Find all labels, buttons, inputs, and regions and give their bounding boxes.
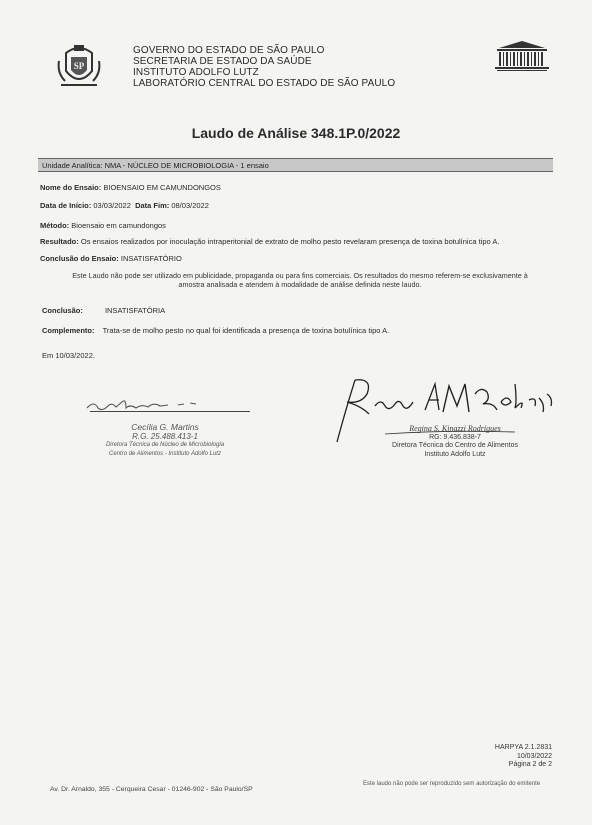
assay-name-value: BIOENSAIO EM CAMUNDONGOS xyxy=(103,183,221,192)
dates-row xyxy=(40,201,209,210)
method-label: Método: xyxy=(40,221,70,230)
end-date-value: 08/03/2022 xyxy=(171,201,209,210)
institution-header xyxy=(133,45,395,89)
footer-system-info xyxy=(460,744,552,770)
complement-value: Trata-se de molho pesto no qual foi identificada a presença de toxina botulínica tipo A. xyxy=(102,326,390,335)
assay-conclusion-value: INSATISFATÓRIO xyxy=(120,254,182,263)
analytical-unit-bar xyxy=(38,158,553,172)
footer-system-version: HARPYA 2.1.2831 xyxy=(494,744,552,751)
complement-row xyxy=(42,326,389,335)
conclusion-label: Conclusão: xyxy=(42,306,83,315)
assay-name-label: Nome do Ensaio: xyxy=(40,183,102,192)
issue-date-line: Em 10/03/2022. xyxy=(42,351,95,360)
right-signatory-role: Diretora Técnica do Centro de Alimentos xyxy=(392,442,518,449)
usage-disclaimer xyxy=(60,271,540,289)
left-signatory-name: Cecília G. Martins xyxy=(131,422,199,432)
state-crest-icon xyxy=(57,43,101,89)
disclaimer-line-1: Este Laudo não pode ser utilizado em publicidade, propaganda ou para fins comerciais. Os resultados do mesmo referem-se exclusivamente à xyxy=(72,271,528,280)
right-signatory-block xyxy=(380,425,530,459)
result-value: Os ensaios realizados por inoculação intraperitonial de extrato de molho pesto revelaram presença de toxina botulínica tipo A. xyxy=(80,237,500,246)
assay-name-row xyxy=(40,183,221,192)
result-row xyxy=(40,237,499,246)
footer-page-number: Página 2 de 2 xyxy=(508,761,552,768)
footer-address: Av. Dr. Arnaldo, 355 - Cerqueira Cesar - 01246-902 - São Paulo/SP xyxy=(50,786,253,793)
left-signature-line xyxy=(90,411,250,412)
method-value: Bioensaio em camundongos xyxy=(71,221,166,230)
right-signatory-name: Regina S. Kinazzi Rodrigues xyxy=(409,424,501,433)
left-signatory-rg: R.G. 25.488.413-1 xyxy=(132,432,198,441)
header-line-government: GOVERNO DO ESTADO DE SÃO PAULO xyxy=(133,45,325,56)
header-line-institute: INSTITUTO ADOLFO LUTZ xyxy=(133,67,259,78)
complement-label: Complemento: xyxy=(42,326,95,335)
left-signatory-role: Diretora Técnica de Núcleo de Microbiologia xyxy=(105,442,225,448)
footer-reproduction-note: Este laudo não pode ser reproduzido sem autorização do emitente xyxy=(363,781,541,787)
assay-conclusion-label: Conclusão do Ensaio: xyxy=(40,254,119,263)
unit-value: NMA - NÚCLEO DE MICROBIOLOGIA - 1 ensaio xyxy=(104,161,269,170)
right-signatory-rg: RG: 9.436.838-7 xyxy=(429,433,481,441)
end-date-label: Data Fim: xyxy=(135,201,170,210)
report-title: Laudo de Análise 348.1P.0/2022 xyxy=(191,125,401,141)
method-row xyxy=(40,221,166,230)
right-signatory-institution: Instituto Adolfo Lutz xyxy=(424,450,486,458)
assay-conclusion-row xyxy=(40,254,182,263)
institute-logo-icon xyxy=(493,40,551,72)
footer-date: 10/03/2022 xyxy=(516,752,552,760)
left-signatory-block xyxy=(75,423,255,459)
conclusion-value: INSATISFATÓRIA xyxy=(104,306,166,315)
result-label: Resultado: xyxy=(40,237,79,246)
unit-label: Unidade Analítica: xyxy=(42,161,103,170)
disclaimer-line-2: amostra analisada e atendem à modalidade de análise definida neste laudo. xyxy=(178,280,422,289)
start-date-value: 03/03/2022 xyxy=(93,201,131,210)
header-line-secretariat: SECRETARIA DE ESTADO DA SAÚDE xyxy=(133,56,312,67)
svg-text:SP: SP xyxy=(73,61,85,71)
header-line-laboratory: LABORATÓRIO CENTRAL DO ESTADO DE SÃO PAULO xyxy=(133,78,396,89)
start-date-label: Data de Início: xyxy=(40,201,92,210)
conclusion-row xyxy=(42,306,165,315)
left-signatory-institution: Centro de Alimentos - Instituto Adolfo Lutz xyxy=(109,451,221,457)
